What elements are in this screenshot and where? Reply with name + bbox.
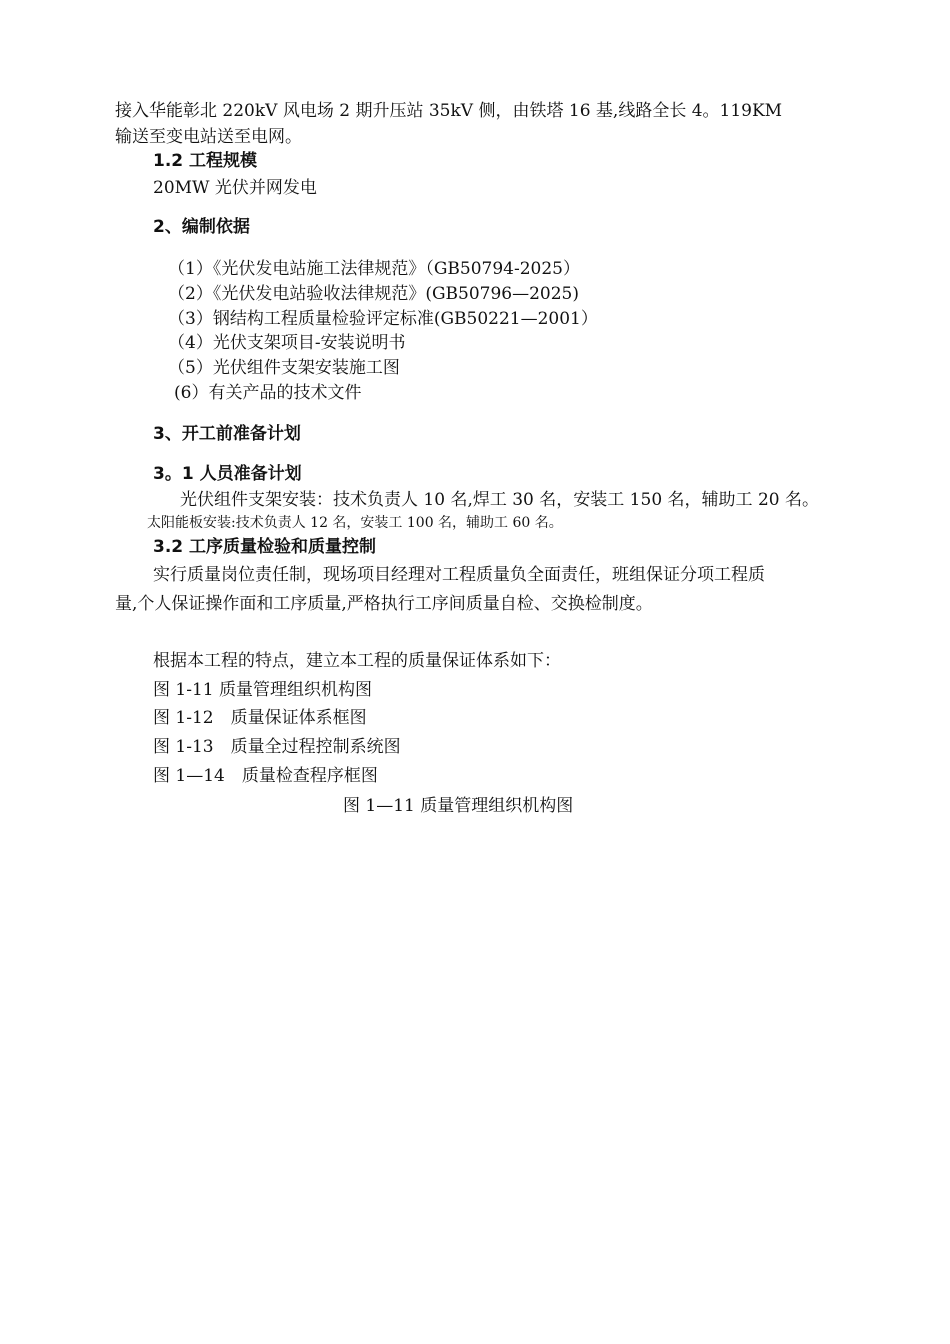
personnel-line-2: 太阳能板安装:技术负责人 12 名，安装工 100 名，辅助工 60 名。 (147, 515, 563, 531)
section-1-2-heading: 1.2 工程规模 (153, 151, 258, 171)
section-3-1-heading: 3。1 人员准备计划 (153, 464, 302, 484)
figure-list-item-2: 图 1-12 质量保证体系框图 (153, 708, 367, 728)
basis-item-2: （2）《光伏发电站验收法律规范》(GB50796—2025) (168, 284, 579, 304)
figure-list-item-3: 图 1-13 质量全过程控制系统图 (153, 737, 401, 757)
figure-list-item-4: 图 1—14 质量检查程序框图 (153, 766, 378, 786)
intro-line-1: 接入华能彰北 220kV 风电场 2 期升压站 35kV 侧，由铁塔 16 基,线路全长 4。119KM (115, 101, 783, 121)
intro-line-2: 输送至变电站送至电网。 (115, 127, 302, 147)
basis-item-4: （4）光伏支架项目-安装说明书 (168, 333, 406, 353)
personnel-line-1: 光伏组件支架安装：技术负责人 10 名,焊工 30 名，安装工 150 名，辅助工 20 名。 (180, 490, 819, 510)
basis-item-6: (6）有关产品的技术文件 (174, 383, 362, 403)
figure-list-item-1: 图 1-11 质量管理组织机构图 (153, 680, 372, 700)
figure-caption: 图 1—11 质量管理组织机构图 (343, 796, 574, 816)
section-2-heading: 2、编制依据 (153, 217, 250, 237)
basis-item-5: （5）光伏组件支架安装施工图 (168, 358, 400, 378)
section-3-2-heading: 3.2 工序质量检验和质量控制 (153, 537, 377, 557)
section-3-heading: 3、开工前准备计划 (153, 424, 301, 444)
quality-paragraph-line-1: 实行质量岗位责任制，现场项目经理对工程质量负全面责任，班组保证分项工程质 (153, 565, 765, 585)
quality-paragraph-line-2: 量,个人保证操作面和工序质量,严格执行工序间质量自检、交换检制度。 (115, 594, 653, 614)
section-1-2-text: 20MW 光伏并网发电 (153, 178, 317, 198)
quality-system-intro: 根据本工程的特点，建立本工程的质量保证体系如下： (153, 651, 561, 671)
basis-item-1: （1）《光伏发电站施工法律规范》（GB50794-2025） (168, 259, 580, 279)
basis-item-3: （3）钢结构工程质量检验评定标准(GB50221—2001） (168, 309, 598, 329)
